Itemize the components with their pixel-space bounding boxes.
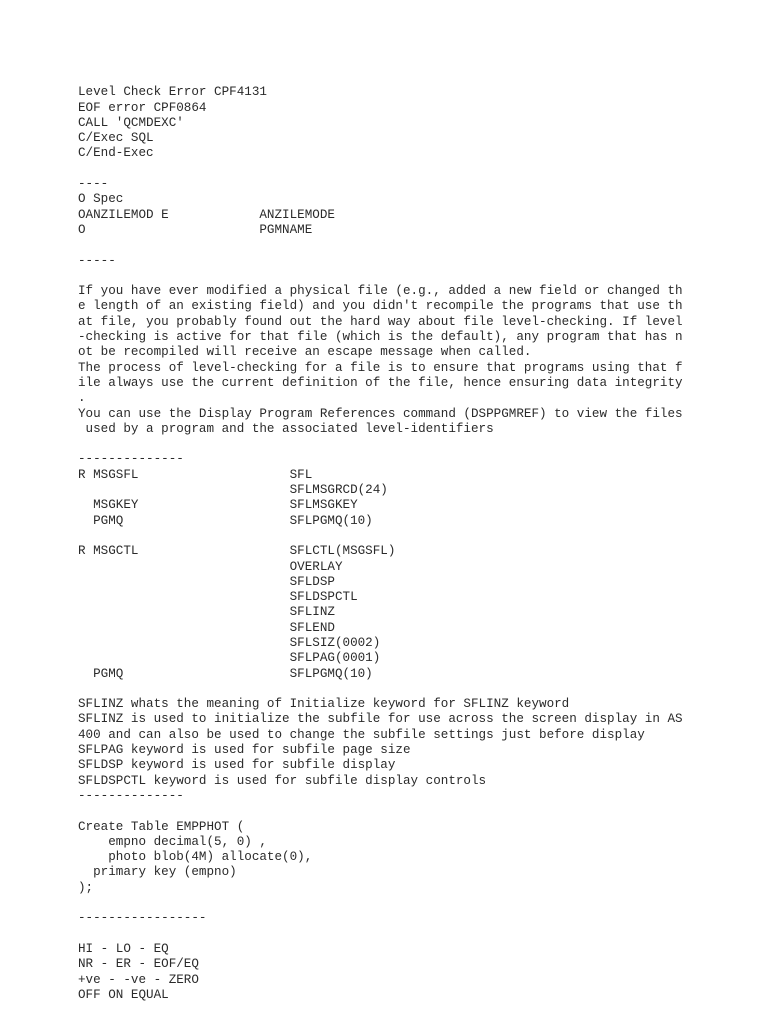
text-line bbox=[78, 269, 758, 284]
separator-line: -------------- bbox=[78, 788, 184, 803]
code-line: SFLPAG(0001) bbox=[78, 651, 381, 666]
text-line bbox=[78, 162, 758, 177]
code-line: primary key (empno) bbox=[78, 865, 237, 880]
code-line: empno decimal(5, 0) , bbox=[78, 834, 267, 849]
text-line: Level Check Error CPF4131 bbox=[78, 85, 267, 100]
code-line: photo blob(4M) allocate(0), bbox=[78, 850, 313, 865]
code-line: SFLDSP bbox=[78, 574, 335, 589]
text-line: +ve - -ve - ZERO bbox=[78, 972, 199, 987]
code-line: R MSGCTL SFLCTL(MSGSFL) bbox=[78, 544, 396, 559]
paragraph-line: at file, you probably found out the hard way about file level-checking. If level bbox=[78, 314, 683, 329]
text-line: C/Exec SQL bbox=[78, 131, 154, 146]
code-line: R MSGSFL SFL bbox=[78, 467, 313, 482]
paragraph-line: You can use the Display Program References command (DSPPGMREF) to view the files bbox=[78, 406, 683, 421]
text-line: C/End-Exec bbox=[78, 146, 154, 161]
code-line: MSGKEY SFLMSGKEY bbox=[78, 498, 358, 513]
paragraph-line: SFLINZ is used to initialize the subfile for use across the screen display in AS bbox=[78, 712, 683, 727]
paragraph-line: . bbox=[78, 391, 86, 406]
separator-line: ---- bbox=[78, 177, 109, 192]
paragraph-line: used by a program and the associated level-identifiers bbox=[78, 421, 494, 436]
paragraph-line: ot be recompiled will receive an escape message when called. bbox=[78, 345, 532, 360]
paragraph-line: -checking is active for that file (which is the default), any program that has n bbox=[78, 330, 683, 345]
paragraph-line: e length of an existing field) and you didn't recompile the programs that use th bbox=[78, 299, 683, 314]
separator-line: ----- bbox=[78, 253, 116, 268]
code-line: SFLEND bbox=[78, 620, 335, 635]
code-line: OVERLAY bbox=[78, 559, 343, 574]
text-line bbox=[78, 437, 758, 452]
paragraph-line: The process of level-checking for a file is to ensure that programs using that f bbox=[78, 360, 683, 375]
paragraph-line: SFLPAG keyword is used for subfile page size bbox=[78, 743, 411, 758]
paragraph-line: 400 and can also be used to change the subfile settings just before display bbox=[78, 727, 645, 742]
text-line bbox=[78, 927, 758, 942]
paragraph-line: SFLDSP keyword is used for subfile display bbox=[78, 758, 396, 773]
text-line: HI - LO - EQ bbox=[78, 941, 169, 956]
code-line: ); bbox=[78, 880, 94, 895]
code-line: SFLMSGRCD(24) bbox=[78, 483, 388, 498]
text-line bbox=[78, 238, 758, 253]
text-line bbox=[78, 529, 758, 544]
code-line: SFLSIZ(0002) bbox=[78, 635, 381, 650]
text-line: OFF ON EQUAL bbox=[78, 987, 169, 1002]
text-line: EOF error CPF0864 bbox=[78, 100, 207, 115]
paragraph-line: ile always use the current definition of the file, hence ensuring data integrity bbox=[78, 375, 683, 390]
text-line: O Spec bbox=[78, 192, 124, 207]
text-line: NR - ER - EOF/EQ bbox=[78, 957, 199, 972]
paragraph-line: SFLDSPCTL keyword is used for subfile display controls bbox=[78, 773, 487, 788]
text-line bbox=[78, 682, 758, 697]
text-line bbox=[78, 804, 758, 819]
document-page bbox=[78, 70, 758, 1003]
code-line: SFLINZ bbox=[78, 605, 335, 620]
code-line: PGMQ SFLPGMQ(10) bbox=[78, 513, 373, 528]
code-line: SFLDSPCTL bbox=[78, 590, 358, 605]
separator-line: -------------- bbox=[78, 452, 184, 467]
text-line: OANZILEMOD E ANZILEMODE bbox=[78, 207, 335, 222]
text-line bbox=[78, 896, 758, 911]
separator-line: ----------------- bbox=[78, 911, 207, 926]
code-line: PGMQ SFLPGMQ(10) bbox=[78, 666, 373, 681]
text-line: CALL 'QCMDEXC' bbox=[78, 115, 184, 130]
text-line: O PGMNAME bbox=[78, 222, 313, 237]
text-line bbox=[78, 70, 758, 85]
paragraph-line: If you have ever modified a physical file (e.g., added a new field or changed th bbox=[78, 284, 683, 299]
code-line: Create Table EMPPHOT ( bbox=[78, 819, 245, 834]
paragraph-line: SFLINZ whats the meaning of Initialize keyword for SFLINZ keyword bbox=[78, 697, 570, 712]
